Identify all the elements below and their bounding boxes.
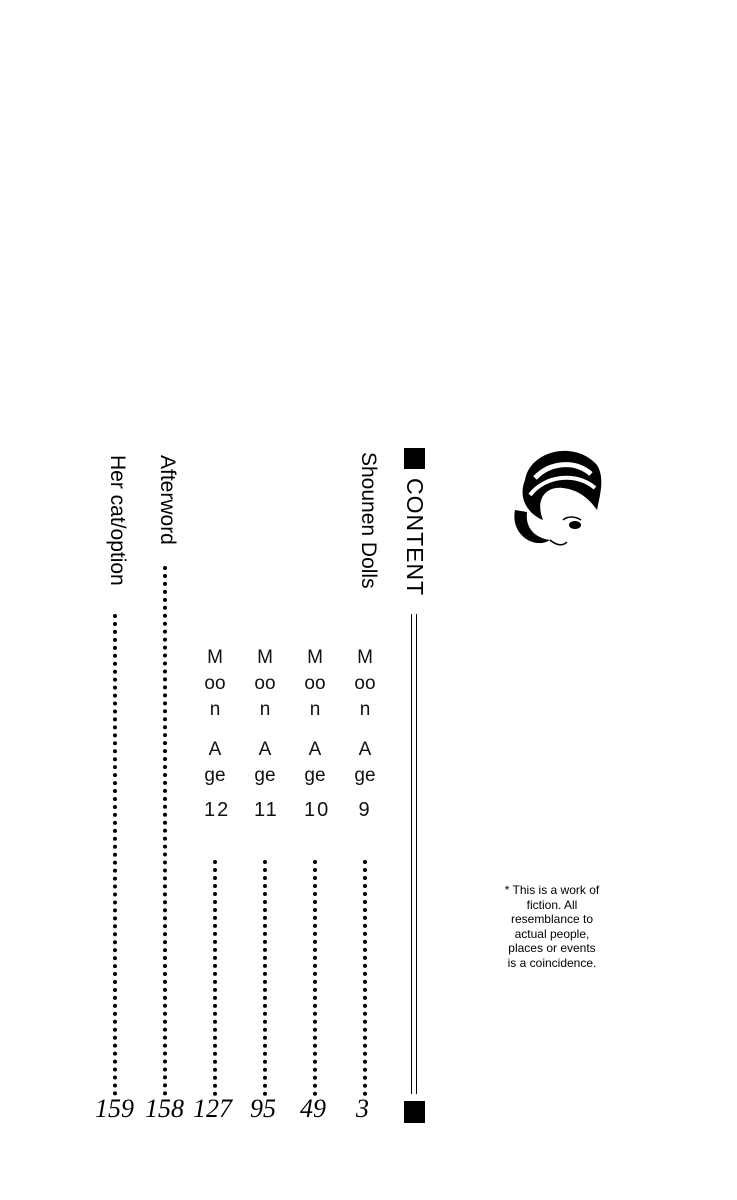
afterword-title: Afterword <box>156 455 179 545</box>
contents-heading: CONTENT <box>402 478 428 597</box>
chapter-label <box>204 645 231 822</box>
heading-square-marker <box>404 448 425 469</box>
her-cat-option-title: Her cat/option <box>106 455 129 586</box>
end-square-marker <box>404 1101 425 1123</box>
page-number: 159 <box>95 1094 134 1123</box>
heading-rule-line <box>416 614 417 1094</box>
page-number: 95 <box>250 1094 276 1123</box>
chapter-word: Age <box>304 739 326 786</box>
page-number: 49 <box>300 1094 326 1123</box>
dot-leader <box>163 566 167 1096</box>
dot-leader <box>113 614 117 1096</box>
chapter-word: Age <box>254 739 276 786</box>
series-title: Shounen Dolls <box>357 452 380 589</box>
chapter-word: Moon <box>354 647 376 720</box>
dot-leader <box>263 860 267 1096</box>
chapter-number: 12 <box>204 799 231 821</box>
chapter-label <box>354 645 376 822</box>
chapter-word: Moon <box>204 647 226 720</box>
chapter-label <box>304 645 331 822</box>
page-number: 3 <box>356 1094 369 1123</box>
dot-leader <box>363 860 367 1096</box>
chapter-word: Moon <box>304 647 326 720</box>
chapter-number: 11 <box>254 799 279 821</box>
dot-leader <box>213 860 217 1096</box>
chapter-word: Moon <box>254 647 276 720</box>
chapter-label <box>254 645 279 822</box>
chapter-number: 9 <box>358 799 372 821</box>
chapter-word: Age <box>354 739 376 786</box>
chapter-word: Age <box>204 739 226 786</box>
heading-rule-line <box>411 614 412 1094</box>
fiction-disclaimer: * This is a work of fiction. All resemblance to actual people, places or events is a coincidence. <box>504 883 600 970</box>
chapter-number: 10 <box>304 799 331 821</box>
face-logo-icon <box>505 440 615 560</box>
page-number: 158 <box>145 1094 184 1123</box>
dot-leader <box>313 860 317 1096</box>
page-number: 127 <box>193 1094 232 1123</box>
